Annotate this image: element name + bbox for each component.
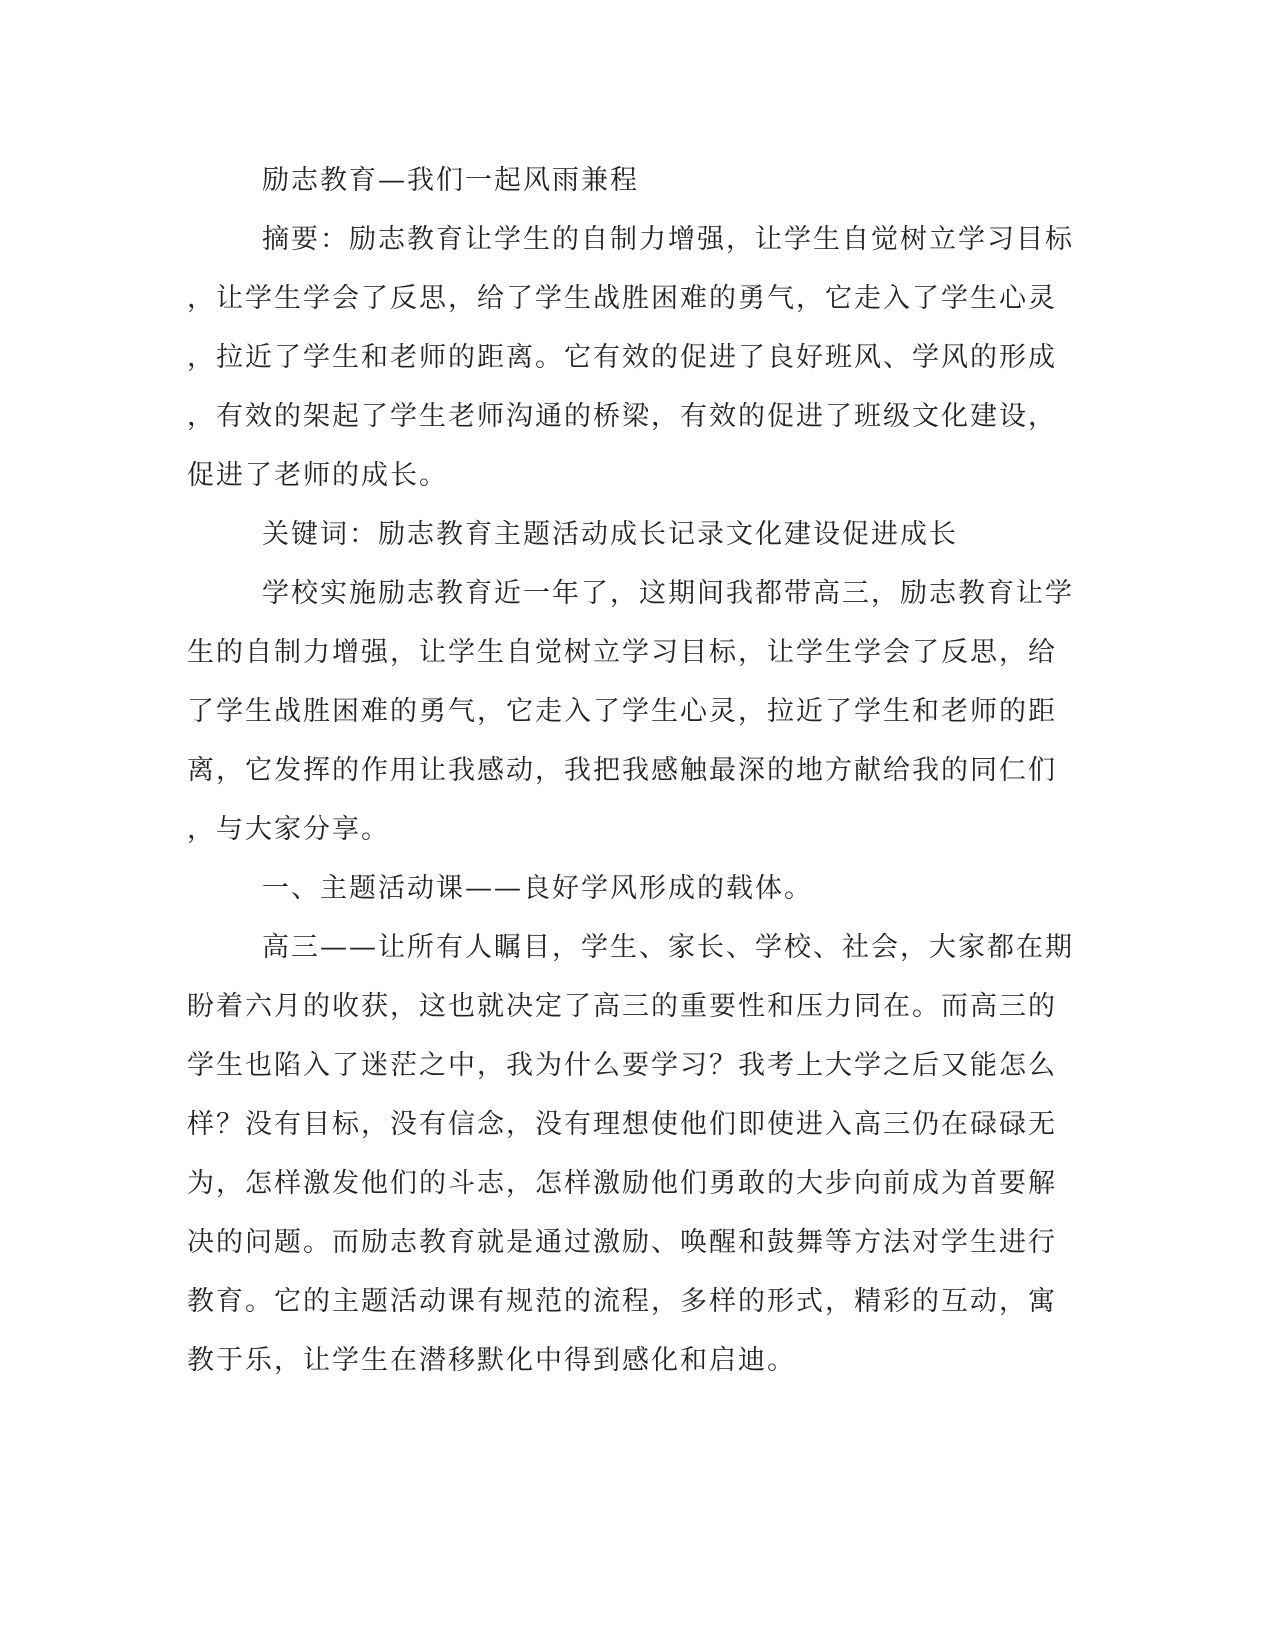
intro-line: ，与大家分享。: [187, 814, 390, 845]
intro-line: 学校实施励志教育近一年了，这期间我都带高三，励志教育让学: [262, 578, 1074, 609]
section-line: 高三——让所有人瞩目，学生、家长、学校、社会，大家都在期: [262, 932, 1074, 963]
document-title: 励志教育—我们一起风雨兼程: [262, 165, 639, 196]
abstract-line: ，有效的架起了学生老师沟通的桥梁，有效的促进了班级文化建设，: [187, 401, 1057, 432]
section-line: 教于乐，让学生在潜移默化中得到感化和启迪。: [187, 1345, 796, 1376]
abstract-line: ，拉近了学生和老师的距离。它有效的促进了良好班风、学风的形成: [187, 342, 1057, 373]
abstract-line: 促进了老师的成长。: [187, 460, 448, 491]
section-line: 盼着六月的收获，这也就决定了高三的重要性和压力同在。而高三的: [187, 991, 1057, 1022]
intro-line: 了学生战胜困难的勇气，它走入了学生心灵，拉近了学生和老师的距: [187, 696, 1057, 727]
section-line: 为，怎样激发他们的斗志，怎样激励他们勇敢的大步向前成为首要解: [187, 1168, 1057, 1199]
abstract-line: ，让学生学会了反思，给了学生战胜困难的勇气，它走入了学生心灵: [187, 283, 1057, 314]
section-line: 学生也陷入了迷茫之中，我为什么要学习？我考上大学之后又能怎么: [187, 1050, 1057, 1081]
section-line: 样？没有目标，没有信念，没有理想使他们即使进入高三仍在碌碌无: [187, 1109, 1057, 1140]
abstract-line: 摘要：励志教育让学生的自制力增强，让学生自觉树立学习目标: [262, 224, 1074, 255]
section-line: 教育。它的主题活动课有规范的流程，多样的形式，精彩的互动，寓: [187, 1286, 1057, 1317]
intro-line: 生的自制力增强，让学生自觉树立学习目标，让学生学会了反思，给: [187, 637, 1057, 668]
keywords-line: 关键词：励志教育主题活动成长记录文化建设促进成长: [262, 519, 958, 550]
section-line: 决的问题。而励志教育就是通过激励、唤醒和鼓舞等方法对学生进行: [187, 1227, 1057, 1258]
intro-line: 离，它发挥的作用让我感动，我把我感触最深的地方献给我的同仁们: [187, 755, 1057, 786]
section-heading: 一、主题活动课——良好学风形成的载体。: [262, 873, 813, 904]
